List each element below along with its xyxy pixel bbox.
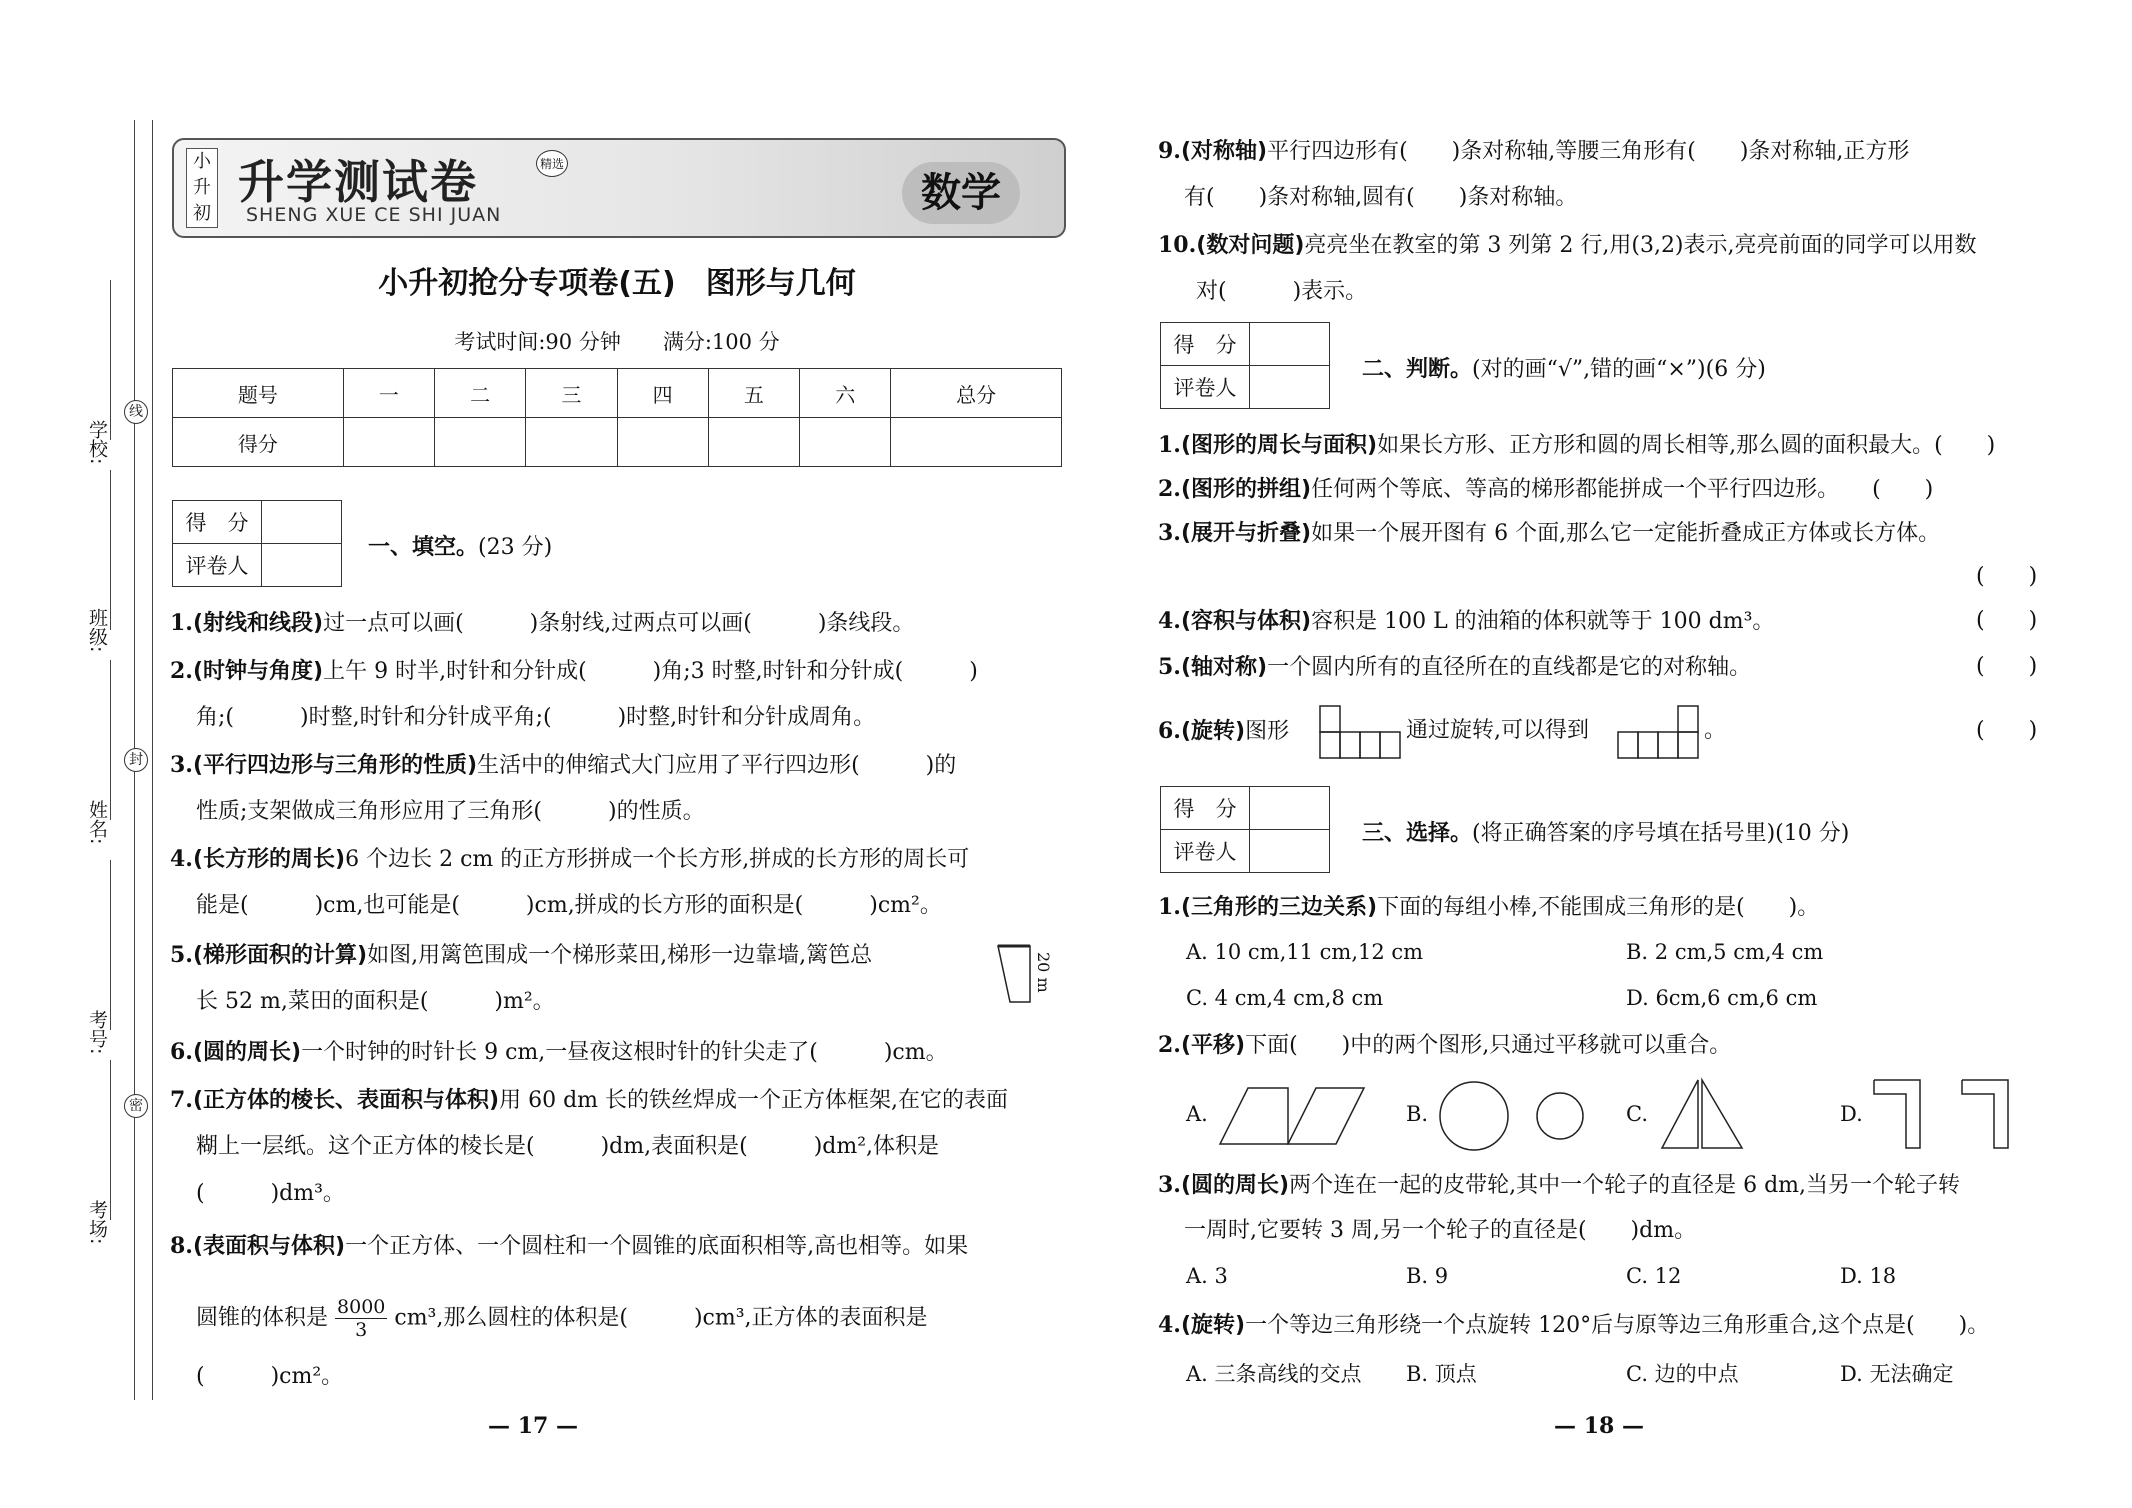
- square-cell: [1320, 706, 1340, 732]
- question-text: 用 60 dm 长的铁丝焊成一个正方体框架,在它的表面: [499, 1088, 1009, 1113]
- question-line: [1158, 474, 1933, 505]
- question-line: [196, 703, 875, 733]
- question-text: 下面( )中的两个图形,只通过平移就可以重合。: [1245, 1033, 1732, 1058]
- question-line: [196, 987, 555, 1017]
- question-number: 2.: [1158, 1032, 1181, 1058]
- question-line: [196, 891, 942, 921]
- score-label: 得 分: [1161, 787, 1250, 830]
- question-text: 一个时钟的时针长 9 cm,一昼夜这根时针的针尖走了( )cm。: [301, 1040, 948, 1065]
- banner-side-char: 小: [193, 151, 211, 172]
- question-line: [1158, 1030, 1731, 1061]
- trapezoid-shape: [998, 946, 1030, 1002]
- question-text: ( )cm²。: [196, 1364, 344, 1389]
- grader-field[interactable]: [262, 544, 342, 587]
- option-b[interactable]: B. 9: [1406, 1264, 1449, 1288]
- question-line: [196, 797, 705, 827]
- option-c-label[interactable]: C.: [1626, 1102, 1648, 1126]
- question-number: 4.: [1158, 608, 1181, 634]
- question-text: 6 个边长 2 cm 的正方形拼成一个长方形,拼成的长方形的周长可: [345, 847, 970, 872]
- question-text: 有( )条对称轴,圆有( )条对称轴。: [1184, 185, 1578, 210]
- right-page: [1066, 0, 2132, 1508]
- question-line: [1158, 716, 1289, 747]
- fraction-denominator: 3: [355, 1319, 368, 1341]
- score-cell[interactable]: [343, 418, 434, 467]
- question-line: [170, 844, 969, 875]
- triangle-right: [1702, 1080, 1742, 1148]
- section3-title: [1362, 816, 1849, 847]
- grader-label: 评卷人: [1161, 830, 1250, 873]
- circle-pair-figure: [1436, 1080, 1586, 1152]
- grader-label: 评卷人: [173, 544, 262, 587]
- question-text: 一周时,它要转 3 周,另一个轮子的直径是( )dm。: [1184, 1218, 1697, 1243]
- question-number: 4.: [170, 846, 193, 872]
- header-cell: 一: [343, 369, 434, 418]
- score-cell[interactable]: [891, 418, 1062, 467]
- question-text: 一个等边三角形绕一个点旋转 120°后与原等边三角形重合,这个点是( )。: [1245, 1313, 1990, 1338]
- question-number: 6.: [170, 1039, 193, 1065]
- question-line: [1158, 430, 1995, 461]
- seal-seal: 封: [124, 748, 148, 772]
- score-field[interactable]: [1250, 787, 1330, 830]
- question-text: 长 52 m,菜田的面积是( )m²。: [196, 989, 555, 1014]
- page-number: — 18 —: [1554, 1413, 1644, 1439]
- question-text: 对( )表示。: [1196, 279, 1368, 304]
- header-cell: 题号: [173, 369, 344, 418]
- question-text: 如图,用篱笆围成一个梯形菜田,梯形一边靠墙,篱笆总: [367, 943, 873, 968]
- question-number: 5.: [170, 942, 193, 968]
- score-cell[interactable]: [617, 418, 708, 467]
- square-cell: [1678, 732, 1698, 758]
- question-tag: (旋转): [1180, 1313, 1246, 1338]
- question-line: [1158, 1170, 1960, 1201]
- question-tag: (时钟与角度): [192, 659, 324, 684]
- question-line: [1184, 1216, 1696, 1246]
- score-field[interactable]: [1250, 323, 1330, 366]
- school-label: 学校:: [86, 420, 108, 465]
- page-number: — 17 —: [488, 1413, 578, 1439]
- header-cell: 三: [526, 369, 617, 418]
- question-line: [1158, 606, 1774, 637]
- section-title-text: 三、选择。: [1362, 821, 1473, 846]
- grader-label: 评卷人: [1161, 366, 1250, 409]
- answer-paren[interactable]: ( ): [1976, 564, 2038, 589]
- grader-field[interactable]: [1250, 830, 1330, 873]
- question-number: 2.: [170, 658, 193, 684]
- exam-room-blank[interactable]: [110, 1060, 111, 1220]
- option-a[interactable]: A. 3: [1186, 1264, 1228, 1288]
- question-tag: (圆的周长): [192, 1040, 302, 1065]
- option-a-label[interactable]: A.: [1186, 1102, 1208, 1126]
- score-label: 得 分: [173, 501, 262, 544]
- question-text: 一个圆内所有的直径所在的直线都是它的对称轴。: [1267, 655, 1752, 680]
- question-text: 圆锥的体积是: [196, 1305, 329, 1331]
- question-text: 过一点可以画( )条射线,过两点可以画( )条线段。: [323, 611, 915, 636]
- question-line: [1196, 277, 1367, 307]
- square-cell: [1380, 732, 1400, 758]
- question-tag: (展开与折叠): [1180, 521, 1312, 546]
- square-cell: [1320, 732, 1340, 758]
- parallelogram-pair-figure: [1218, 1084, 1368, 1148]
- section-title-text: 一、填空。: [368, 535, 479, 560]
- question-text: 角;( )时整,时针和分针成平角;( )时整,时针和分针成周角。: [196, 705, 876, 730]
- question-number: 3.: [1158, 1172, 1181, 1198]
- question-number: 3.: [1158, 520, 1181, 546]
- question-tag: (图形的周长与面积): [1180, 433, 1378, 458]
- exam-meta: 考试时间:90 分钟 满分:100 分: [454, 330, 780, 354]
- question-tag: (轴对称): [1180, 655, 1268, 680]
- question-number: 7.: [170, 1087, 193, 1113]
- option-b[interactable]: B. 2 cm,5 cm,4 cm: [1626, 940, 1824, 964]
- question-tag: (圆的周长): [1180, 1173, 1290, 1198]
- option-c[interactable]: C. 4 cm,4 cm,8 cm: [1186, 986, 1384, 1010]
- question-line: [170, 940, 872, 971]
- question-line: [1158, 892, 1819, 923]
- question-tag: (正方体的棱长、表面积与体积): [192, 1088, 500, 1113]
- question-text: 生活中的伸缩式大门应用了平行四边形( )的: [477, 753, 957, 778]
- section-title-text: 二、判断。: [1362, 357, 1473, 382]
- banner-side-text: [186, 148, 218, 228]
- section1-score-box: [172, 500, 342, 587]
- rotation-source-figure: [1318, 704, 1402, 760]
- row-label: 得分: [173, 418, 344, 467]
- score-cell[interactable]: [526, 418, 617, 467]
- option-d-label[interactable]: D.: [1840, 1102, 1863, 1126]
- grader-field[interactable]: [1250, 366, 1330, 409]
- answer-paren[interactable]: ( ): [1976, 654, 2038, 679]
- exam-number-label: 考号:: [86, 1010, 108, 1055]
- small-circle: [1537, 1093, 1583, 1139]
- score-field[interactable]: [262, 501, 342, 544]
- question-text: 两个连在一起的皮带轮,其中一个轮子的直径是 6 dm,当另一个轮子转: [1289, 1173, 1961, 1198]
- name-blank[interactable]: [110, 660, 111, 820]
- seven-shape-right: [1962, 1080, 2008, 1148]
- question-text: ( )dm³。: [196, 1181, 345, 1206]
- school-blank[interactable]: [110, 280, 111, 440]
- square-cell: [1638, 732, 1658, 758]
- question-number: 5.: [1158, 654, 1181, 680]
- class-label: 班级:: [86, 608, 108, 653]
- question-number: 4.: [1158, 1312, 1181, 1338]
- option-c[interactable]: C. 边的中点: [1626, 1362, 1739, 1386]
- question-text: 亮亮坐在教室的第 3 列第 2 行,用(3,2)表示,亮亮前面的同学可以用数: [1304, 233, 1977, 258]
- question-tag: (平移): [1180, 1033, 1246, 1058]
- seven-shape-pair-figure: [1870, 1076, 2050, 1152]
- section-points: (23 分): [478, 535, 553, 560]
- header-banner: [172, 138, 1066, 238]
- question-line: [196, 1362, 343, 1392]
- section1-title: [368, 530, 552, 561]
- option-c[interactable]: C. 12: [1626, 1264, 1682, 1288]
- question-number: 9.: [1158, 138, 1181, 164]
- question-number: 2.: [1158, 476, 1181, 502]
- section3-score-box: [1160, 786, 1330, 873]
- banner-side-char: 初: [193, 203, 211, 224]
- header-cell: 二: [434, 369, 525, 418]
- seal-secret: 密: [124, 1094, 148, 1118]
- question-line: [170, 750, 956, 781]
- question-line: [170, 1085, 1008, 1116]
- question-tag: (梯形面积的计算): [192, 943, 368, 968]
- question-line: [1184, 183, 1577, 213]
- score-label: 得 分: [1161, 323, 1250, 366]
- question-tag: (对称轴): [1180, 139, 1268, 164]
- section-points: (将正确答案的序号填在括号里)(10 分): [1472, 821, 1850, 846]
- question-text: 上午 9 时半,时针和分针成( )角;3 时整,时针和分针成( ): [323, 659, 978, 684]
- question-number: 1.: [170, 610, 193, 636]
- question-tag: (旋转): [1180, 719, 1246, 744]
- header-cell: 六: [800, 369, 891, 418]
- exam-number-blank[interactable]: [110, 860, 111, 1030]
- option-d[interactable]: D. 18: [1840, 1264, 1897, 1288]
- score-cell[interactable]: [708, 418, 799, 467]
- question-tag: (射线和线段): [192, 611, 324, 636]
- question-text: 图形: [1245, 719, 1290, 744]
- question-tag: (表面积与体积): [192, 1234, 346, 1259]
- question-text: 能是( )cm,也可能是( )cm,拼成的长方形的面积是( )cm²。: [196, 893, 942, 918]
- question-tag: (图形的拼组): [1180, 477, 1312, 502]
- question-text: 如果长方形、正方形和圆的周长相等,那么圆的面积最大。( ): [1377, 433, 1996, 458]
- question-text: 一个正方体、一个圆柱和一个圆锥的底面积相等,高也相等。如果: [345, 1234, 969, 1259]
- seven-shape-left: [1874, 1080, 1920, 1148]
- question-text: 平行四边形有( )条对称轴,等腰三角形有( )条对称轴,正方形: [1267, 139, 1910, 164]
- score-cell[interactable]: [434, 418, 525, 467]
- square-cell: [1340, 732, 1360, 758]
- question-tag: (容积与体积): [1180, 609, 1312, 634]
- question-number: 6.: [1158, 718, 1181, 744]
- question-line: [170, 1037, 948, 1068]
- seal-line: 线: [124, 400, 148, 424]
- question-line: [170, 608, 914, 639]
- question-line: [196, 1132, 939, 1162]
- fraction-numerator: 8000: [337, 1296, 386, 1318]
- option-d[interactable]: D. 6cm,6 cm,6 cm: [1626, 986, 1818, 1010]
- question-tag: (平行四边形与三角形的性质): [192, 753, 478, 778]
- option-b-label[interactable]: B.: [1406, 1102, 1429, 1126]
- question-text: 任何两个等底、等高的梯形都能拼成一个平行四边形。 ( ): [1311, 477, 1934, 502]
- question-number: 10.: [1158, 232, 1197, 258]
- banner-side-char: 升: [193, 177, 211, 198]
- section-points: (对的画“√”,错的画“×”)(6 分): [1472, 357, 1766, 382]
- score-table-header: [173, 369, 1062, 418]
- question-text: 性质;支架做成三角形应用了三角形( )的性质。: [196, 799, 705, 824]
- question-tag: (数对问题): [1196, 233, 1305, 258]
- triangle-left: [1662, 1080, 1698, 1148]
- question-line: [1158, 518, 1940, 549]
- header-cell: 总分: [891, 369, 1062, 418]
- section2-score-box: [1160, 322, 1330, 409]
- square-cell: [1678, 706, 1698, 732]
- question-text: 通过旋转,可以得到: [1406, 718, 1589, 743]
- header-cell: 五: [708, 369, 799, 418]
- answer-paren[interactable]: ( ): [1976, 608, 2038, 633]
- banner-badge: 精选: [536, 150, 568, 177]
- class-blank[interactable]: [110, 470, 111, 630]
- question-text: 糊上一层纸。这个正方体的棱长是( )dm,表面积是( )dm²,体积是: [196, 1134, 940, 1159]
- question-line: [170, 656, 978, 687]
- header-cell: 四: [617, 369, 708, 418]
- answer-paren[interactable]: ( ): [1976, 718, 2038, 743]
- score-table-row: [173, 418, 1062, 467]
- triangle-pair-figure: [1658, 1076, 1758, 1152]
- rotation-target-figure: [1616, 704, 1700, 760]
- score-cell[interactable]: [800, 418, 891, 467]
- question-line: [196, 1179, 345, 1209]
- question-line: [196, 1296, 928, 1341]
- question-number: 1.: [1158, 894, 1181, 920]
- option-b[interactable]: B. 顶点: [1406, 1362, 1477, 1386]
- question-text: 如果一个展开图有 6 个面,那么它一定能折叠成正方体或长方体。: [1311, 521, 1941, 546]
- exam-room-label: 考场:: [86, 1200, 108, 1245]
- question-number: 8.: [170, 1233, 193, 1259]
- binding-line-inner: [152, 120, 153, 1400]
- square-cell: [1618, 732, 1638, 758]
- trapezoid-height-label: 20 m: [1034, 952, 1053, 993]
- square-cell: [1360, 732, 1380, 758]
- banner-title: 升学测试卷: [238, 155, 478, 209]
- question-text: 下面的每组小棒,不能围成三角形的是( )。: [1377, 895, 1820, 920]
- banner-pinyin: SHENG XUE CE SHI JUAN: [246, 204, 502, 226]
- question-tag: (三角形的三边关系): [1180, 895, 1378, 920]
- question-text: cm³,那么圆柱的体积是( )cm³,正方体的表面积是: [394, 1305, 928, 1331]
- question-text: 。: [1704, 718, 1727, 743]
- option-a[interactable]: A. 三条高线的交点: [1186, 1362, 1362, 1386]
- question-tag: (长方形的周长): [192, 847, 346, 872]
- large-circle: [1440, 1082, 1508, 1150]
- section2-title: [1362, 352, 1766, 383]
- square-cell: [1658, 732, 1678, 758]
- subject-badge: 数学: [902, 162, 1020, 224]
- question-line: [1158, 652, 1751, 683]
- name-label: 姓名:: [86, 800, 108, 845]
- question-text: 容积是 100 L 的油箱的体积就等于 100 dm³。: [1311, 609, 1775, 634]
- question-line: [1158, 1310, 1989, 1341]
- parallelogram-shape: [1288, 1088, 1364, 1144]
- question-line: [170, 1231, 968, 1262]
- trapezoid-shape: [1220, 1088, 1288, 1144]
- score-table: [172, 368, 1062, 467]
- fraction: [335, 1296, 387, 1341]
- document-title: 小升初抢分专项卷(五) 图形与几何: [378, 266, 856, 301]
- option-d[interactable]: D. 无法确定: [1840, 1362, 1954, 1386]
- question-number: 3.: [170, 752, 193, 778]
- question-number: 1.: [1158, 432, 1181, 458]
- question-line: [1158, 136, 1909, 167]
- question-line: [1158, 230, 1977, 261]
- option-a[interactable]: A. 10 cm,11 cm,12 cm: [1186, 940, 1424, 964]
